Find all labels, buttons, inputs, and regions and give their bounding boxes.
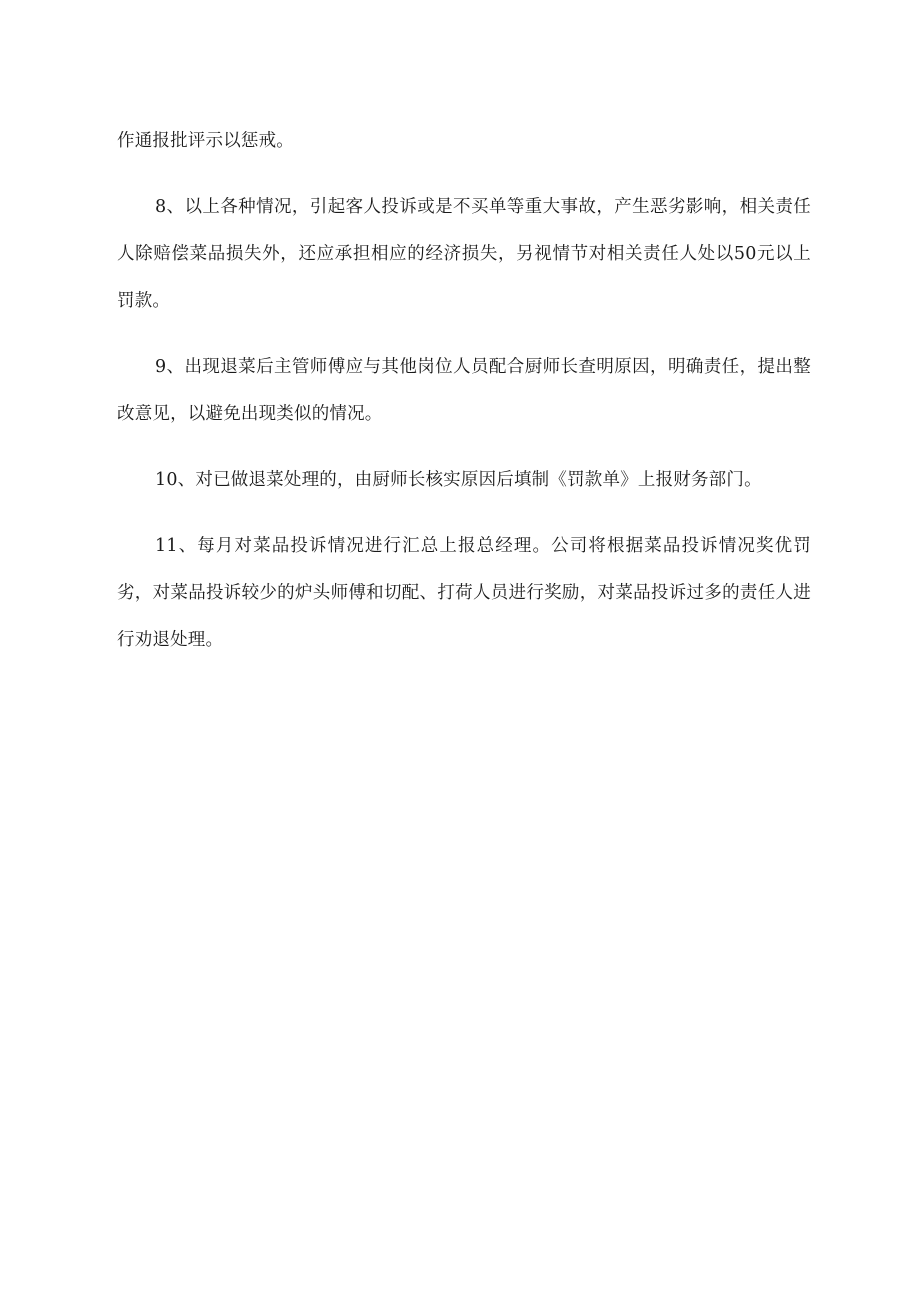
document-body (117, 118, 811, 683)
paragraph-continuation: 作通报批评示以惩戒。 (117, 131, 294, 151)
paragraph-item-11: 11、每月对菜品投诉情况进行汇总上报总经理。公司将根据菜品投诉情况奖优罚劣，对菜品投诉较少的炉头师傅和切配、打荷人员进行奖励，对菜品投诉过多的责任人进行劝退处理。 (117, 536, 811, 650)
paragraph-item-9: 9、出现退菜后主管师傅应与其他岗位人员配合厨师长查明原因，明确责任，提出整改意见，以避免出现类似的情况。 (117, 357, 811, 424)
paragraph-item-10: 10、对已做退菜处理的，由厨师长核实原因后填制《罚款单》上报财务部门。 (155, 470, 762, 490)
paragraph-item-8: 8、以上各种情况，引起客人投诉或是不买单等重大事故，产生恶劣影响，相关责任人除赔偿菜品损失外，还应承担相应的经济损失，另视情节对相关责任人处以50元以上罚款。 (117, 197, 811, 311)
